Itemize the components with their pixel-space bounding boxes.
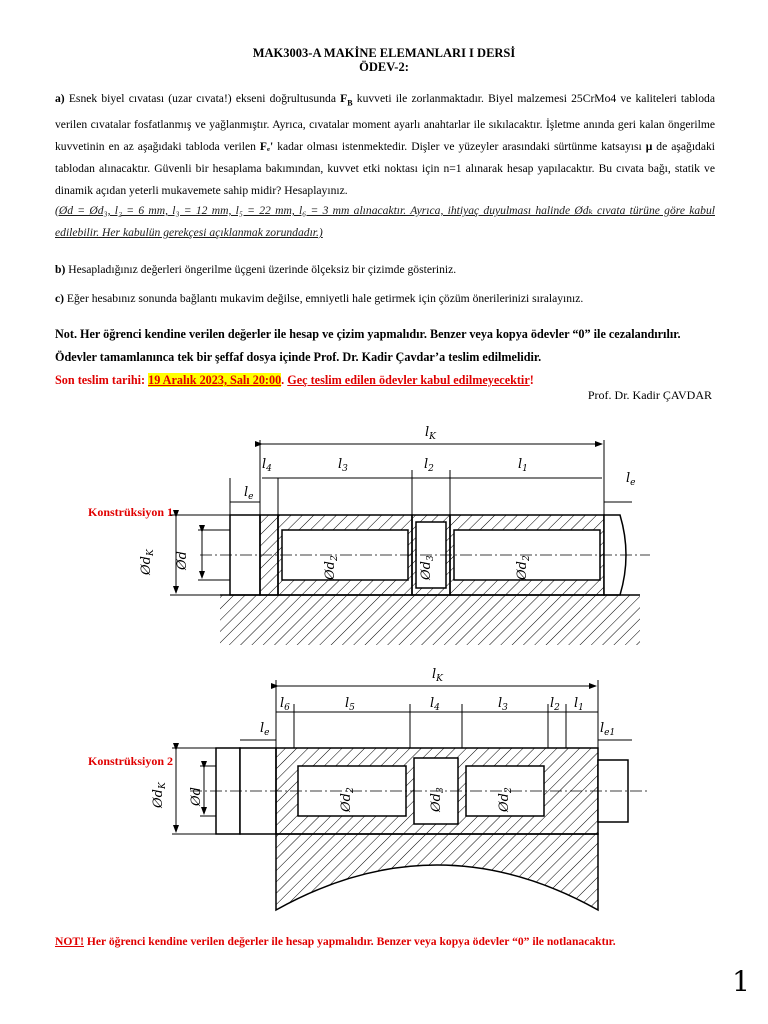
fig2-dim-l1: $l_1$	[574, 696, 584, 713]
note-line-1: Not. Her öğrenci kendine verilen değerler ile hesap ve çizim yapmalıdır. Benzer veya kopya ödevler “0” ile cezalandırılır.	[55, 327, 681, 341]
dim-le-left: $l_e$	[244, 485, 254, 502]
construction-2-drawing	[0, 660, 768, 920]
fig2-dim-le: $l_e$	[260, 721, 270, 738]
footer-note-label: NOT!	[55, 935, 84, 948]
construction-2-label: Konstrüksiyon 2	[88, 754, 174, 768]
note-line-2: Ödevler tamamlanınca tek bir şeffaf dosya içinde Prof. Dr. Kadir Çavdar’a teslim edilmelidir.	[55, 350, 542, 364]
dim-l2: $l_2$	[424, 457, 434, 474]
part-b-text: Hesapladığınız değerleri öngerilme üçgeni üzerinde ölçeksiz bir çizimde gösteriniz.	[65, 263, 457, 276]
page-number: 1	[732, 965, 750, 998]
dim-l4: $l_4$	[262, 457, 272, 474]
part-b-label: b)	[55, 263, 66, 276]
part-c-paragraph	[55, 288, 715, 310]
deadline-separator: .	[281, 373, 288, 387]
fig2-dim-d2-right: $Ød_2$	[497, 787, 514, 812]
residual-force-symbol: Fₑ'	[259, 140, 274, 154]
fig2-dim-l2: $l_2$	[550, 696, 560, 713]
part-a-assumption	[55, 200, 715, 244]
construction-1-label: Konstrüksiyon 1	[88, 505, 174, 519]
force-symbol: F	[340, 92, 348, 105]
fig2-dim-l6: $l_6$	[280, 696, 290, 713]
footer-note	[55, 935, 745, 948]
dim-d3: $Ød_3$	[419, 555, 436, 580]
part-a-text-3: kadar olması istenmektedir. Dişler ve yüzeyler arasındaki sürtünme katsayısı	[273, 140, 646, 154]
part-a-text-1: Esnek biyel cıvatası (uzar cıvata!) ekseni doğrultusunda	[64, 92, 341, 105]
part-b-paragraph	[55, 259, 715, 281]
part-a-paragraph	[55, 88, 715, 202]
part-a-text-4: de aşağıdaki tablodan alınacaktır. Güvenli bir hesaplama bakımından, kuvvet etki noktası için n=1 alınarak hesap yapılacaktır. Bu cıvata bağı, statik ve dinamik açıdan yeterli mukavemete sahip midir? Hesaplayınız.	[55, 140, 716, 198]
dim-le-right: $l_e$	[626, 471, 636, 488]
late-warning: Geç teslim edilen ödevler kabul edilmeyecektir	[287, 373, 530, 387]
part-a-text-2: kuvveti ile zorlanmaktadır. Biyel malzemesi 25CrMo4 ve kaliteleri tabloda verilen cıvatalar fosfatlanmış ve yağlanmıştır. Ayrıca, cıvatalar moment ayarlı anahtarlar ile sıkılacaktır. İşletme anında geri kalan öngerilme kuvvetinin en az aşağıdaki tabloda verilen	[55, 92, 715, 154]
dim-d2-left: $Ød_2$	[323, 555, 340, 580]
signature: Prof. Dr. Kadir ÇAVDAR	[587, 388, 712, 402]
part-a-label: a)	[55, 92, 65, 105]
part-c-text: Eğer hesabınız sonunda bağlantı mukavim değilse, emniyetli hale getirmek için çözüm önerilerinizi sıralayınız.	[64, 292, 584, 305]
force-subscript: B	[347, 98, 353, 108]
course-title: MAK3003-A MAKİNE ELEMANLARI I DERSİ	[252, 46, 516, 60]
construction-1-drawing	[0, 410, 768, 660]
footer-note-text: Her öğrenci kendine verilen değerler ile hesap yapmalıdır. Benzer veya kopya ödevler “0” ile notlanacaktır.	[83, 935, 616, 948]
fig2-dim-d: Ød	[189, 787, 204, 806]
fig2-dim-dK: $Ød_K$	[151, 782, 168, 808]
dim-dK: $Ød_K$	[139, 549, 156, 575]
fig2-dim-lK: $l_K$	[432, 667, 443, 684]
assumption-text: (Ød = Ød₃, l₂ = 6 mm, l₃ = 12 mm, l₅ = 22 mm, l₆ = 3 mm alınacaktır. Ayrıca, ihtiyaç duyulması halinde Ødₖ cıvata türüne göre kabul edilebilir. Her kabulün gerekçesi açıklanmak zorundadır.)	[55, 204, 715, 239]
fig2-dim-le1: $l_{e1}$	[600, 721, 616, 738]
deadline-label: Son teslim tarihi:	[55, 373, 149, 387]
late-warning-end: !	[529, 373, 534, 387]
fig2-dim-l5: $l_5$	[345, 696, 355, 713]
deadline-date: 19 Aralık 2023, Salı 20:00	[148, 373, 282, 387]
dim-l3: $l_3$	[338, 457, 348, 474]
fig2-dim-l4: $l_4$	[430, 696, 440, 713]
dim-d: Ød	[175, 551, 190, 570]
dim-l1: $l_1$	[518, 457, 528, 474]
fig2-dim-d3: $Ød_3$	[429, 787, 446, 812]
assignment-title: ÖDEV-2:	[359, 60, 409, 74]
mu-symbol: μ	[645, 140, 653, 154]
dim-d2-right: $Ød_2$	[515, 555, 532, 580]
fig2-dim-l3: $l_3$	[498, 696, 508, 713]
part-c-label: c)	[55, 292, 65, 305]
dim-lK: $l_K$	[425, 425, 436, 442]
fig2-dim-d2-left: $Ød_2$	[339, 787, 356, 812]
